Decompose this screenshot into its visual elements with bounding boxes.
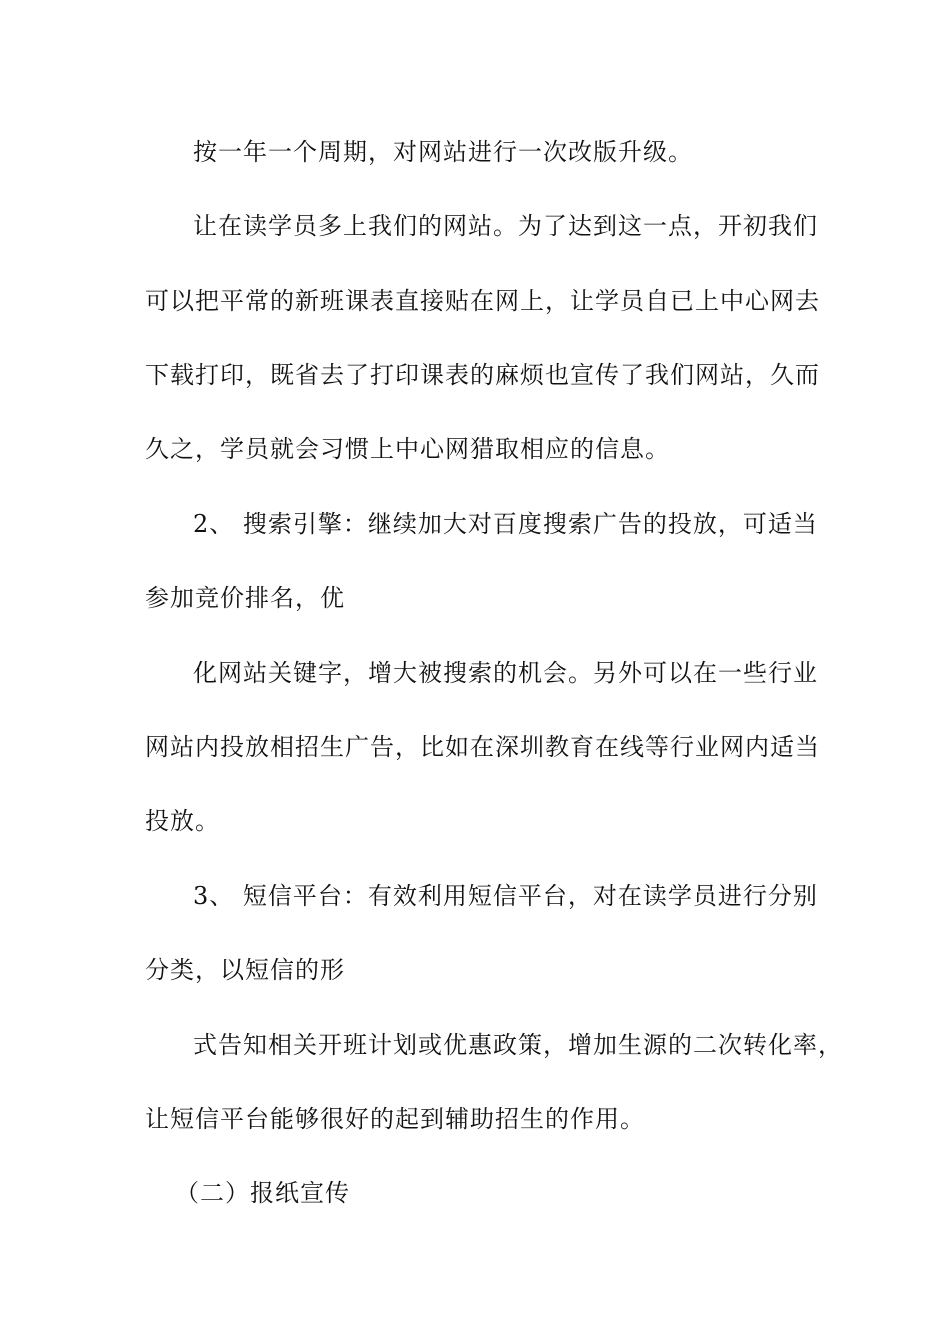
paragraph-line: 投放。 <box>145 807 220 835</box>
paragraph-line: 让短信平台能够很好的起到辅助招生的作用。 <box>145 1105 645 1133</box>
paragraph-line: 久之，学员就会习惯上中心网猎取相应的信息。 <box>145 435 670 463</box>
list-item-heading: 3、 短信平台：有效利用短信平台，对在读学员进行分别 <box>193 882 818 910</box>
paragraph-line: 化网站关键字，增大被搜索的机会。另外可以在一些行业 <box>193 659 818 687</box>
paragraph-line: 分类，以短信的形 <box>145 956 345 984</box>
paragraph-line: 参加竞价排名，优 <box>145 584 345 612</box>
paragraph-line: 按一年一个周期，对网站进行一次改版升级。 <box>193 138 693 166</box>
section-heading: （二）报纸宣传 <box>175 1179 350 1207</box>
paragraph-line: 让在读学员多上我们的网站。为了达到这一点，开初我们 <box>193 212 818 240</box>
paragraph-line: 式告知相关开班计划或优惠政策，增加生源的二次转化率， <box>193 1031 843 1059</box>
list-item-heading: 2、 搜索引擎：继续加大对百度搜索广告的投放，可适当 <box>193 510 818 538</box>
paragraph-line: 下载打印，既省去了打印课表的麻烦也宣传了我们网站，久而 <box>145 361 820 389</box>
paragraph-line: 可以把平常的新班课表直接贴在网上，让学员自已上中心网去 <box>145 287 820 315</box>
paragraph-line: 网站内投放相招生广告，比如在深圳教育在线等行业网内适当 <box>145 733 820 761</box>
